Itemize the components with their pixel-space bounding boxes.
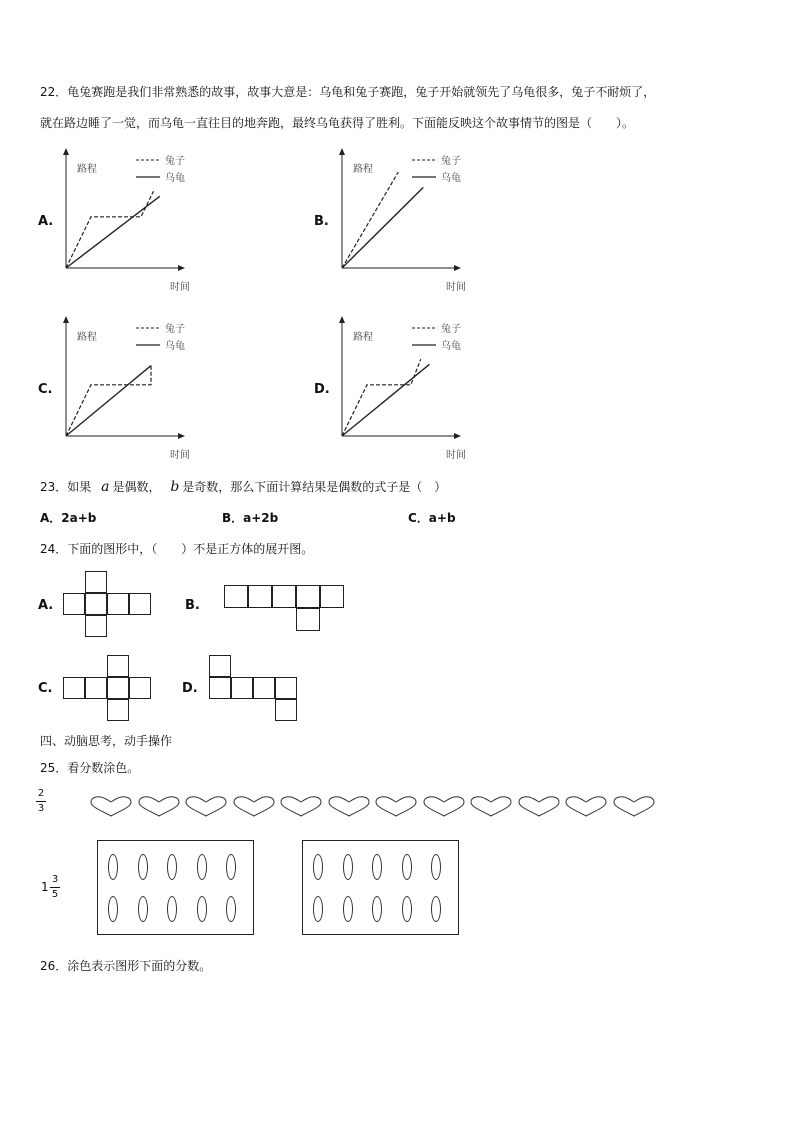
heart-shape[interactable]	[90, 796, 132, 818]
q22-chart-b[interactable]	[336, 148, 486, 293]
legend-turtle-label: 乌龟	[441, 341, 461, 352]
oval-shape[interactable]	[343, 896, 353, 922]
x-axis-arrow	[454, 265, 461, 271]
q24-option-b-label[interactable]: B.	[185, 598, 200, 613]
q22-line2: 就在路边睡了一觉，而乌龟一直往目的地奔跑，最终乌龟获得了胜利。下面能反映这个故事情节的图是（ ）。	[40, 116, 635, 130]
heart-outline	[424, 797, 464, 816]
legend-turtle-label: 乌龟	[165, 173, 185, 184]
x-axis-label: 时间	[446, 450, 466, 461]
q26-question: 26．涂色表示图形下面的分数。	[40, 959, 212, 973]
heart-outline	[281, 797, 321, 816]
x-axis-arrow	[178, 433, 185, 439]
x-axis-arrow	[178, 265, 185, 271]
heart-outline	[186, 797, 226, 816]
legend-rabbit-label: 兔子	[165, 324, 185, 335]
net-square	[107, 677, 129, 699]
oval-box-2	[302, 840, 459, 935]
fraction-two-thirds	[36, 788, 46, 815]
q22-chart-d[interactable]	[336, 316, 486, 461]
net-square	[248, 585, 272, 608]
heart-shape[interactable]	[565, 796, 607, 818]
heart-shape[interactable]	[518, 796, 560, 818]
net-square	[85, 571, 107, 593]
heart-shape[interactable]	[233, 796, 275, 818]
oval-shape[interactable]	[372, 854, 382, 880]
oval-shape[interactable]	[372, 896, 382, 922]
y-axis-label: 路程	[77, 164, 97, 175]
legend-turtle-label: 乌龟	[165, 341, 185, 352]
net-square	[85, 615, 107, 637]
net-square	[209, 655, 231, 677]
q22-option-a-label[interactable]: A.	[38, 214, 54, 229]
legend-rabbit-label: 兔子	[165, 156, 185, 167]
q22-option-d-label[interactable]: D.	[314, 382, 330, 397]
y-axis-arrow	[63, 316, 69, 323]
heart-shape[interactable]	[138, 796, 180, 818]
turtle-line	[66, 196, 160, 268]
oval-shape[interactable]	[402, 854, 412, 880]
oval-shape[interactable]	[138, 854, 148, 880]
oval-shape[interactable]	[167, 896, 177, 922]
heart-outline	[234, 797, 274, 816]
net-square	[296, 585, 320, 608]
oval-shape[interactable]	[343, 854, 353, 880]
heart-outline	[139, 797, 179, 816]
x-axis-label: 时间	[170, 450, 190, 461]
q23-option-a[interactable]: A．2a+b	[40, 511, 97, 525]
rabbit-line	[66, 191, 154, 268]
q23-middle: 是偶数，	[112, 480, 161, 494]
y-axis-label: 路程	[77, 332, 97, 343]
q24-question: 24．下面的图形中，（ ）不是正方体的展开图。	[40, 542, 314, 556]
net-square	[296, 608, 320, 631]
y-axis-arrow	[339, 148, 345, 155]
oval-shape[interactable]	[167, 854, 177, 880]
oval-shape[interactable]	[108, 854, 118, 880]
turtle-line	[66, 366, 151, 436]
turtle-line	[342, 364, 430, 436]
net-square	[107, 699, 129, 721]
net-square	[275, 699, 297, 721]
q22-line1: 22．龟兔赛跑是我们非常熟悉的故事，故事大意是：乌龟和兔子赛跑，兔子开始就领先了乌龟很多，兔子不耐烦了，	[40, 85, 656, 99]
heart-shape[interactable]	[185, 796, 227, 818]
fraction-numerator: 2	[37, 788, 45, 799]
race-chart-svg	[60, 316, 210, 461]
net-square	[85, 677, 107, 699]
oval-shape[interactable]	[138, 896, 148, 922]
legend-rabbit-label: 兔子	[441, 156, 461, 167]
net-square	[63, 677, 85, 699]
net-square	[272, 585, 296, 608]
oval-shape[interactable]	[197, 896, 207, 922]
y-axis-arrow	[339, 316, 345, 323]
x-axis-label: 时间	[170, 282, 190, 293]
oval-shape[interactable]	[431, 896, 441, 922]
heart-outline	[329, 797, 369, 816]
oval-shape[interactable]	[108, 896, 118, 922]
q23-var-a: a	[101, 479, 110, 495]
oval-shape[interactable]	[226, 854, 236, 880]
heart-outline	[614, 797, 654, 816]
net-square	[275, 677, 297, 699]
heart-shape[interactable]	[423, 796, 465, 818]
q22-option-c-label[interactable]: C.	[38, 382, 53, 397]
y-axis-arrow	[63, 148, 69, 155]
y-axis-label: 路程	[353, 164, 373, 175]
oval-shape[interactable]	[313, 854, 323, 880]
legend-turtle-label: 乌龟	[441, 173, 461, 184]
q24-option-a-label[interactable]: A.	[38, 598, 54, 613]
net-square	[253, 677, 275, 699]
net-square	[320, 585, 344, 608]
heart-outline	[566, 797, 606, 816]
q23-option-b[interactable]: B．a+2b	[222, 511, 279, 525]
heart-shape[interactable]	[470, 796, 512, 818]
q22-option-b-label[interactable]: B.	[314, 214, 329, 229]
heart-outline	[376, 797, 416, 816]
net-square	[129, 677, 151, 699]
net-square	[129, 593, 151, 615]
heart-shape[interactable]	[375, 796, 417, 818]
section-4-heading: 四、动脑思考，动手操作	[40, 734, 173, 748]
fraction-denominator: 3	[37, 803, 45, 814]
fraction-denominator: 5	[51, 889, 59, 900]
heart-outline	[91, 797, 131, 816]
oval-box-1	[97, 840, 254, 935]
net-square	[231, 677, 253, 699]
mixed-fraction-whole: 1	[41, 880, 49, 894]
net-square	[209, 677, 231, 699]
net-square	[85, 593, 107, 615]
heart-outline	[519, 797, 559, 816]
fraction-numerator: 3	[51, 874, 59, 885]
net-square	[107, 593, 129, 615]
rabbit-line	[342, 359, 421, 436]
net-square	[63, 593, 85, 615]
q24-option-c-label[interactable]: C.	[38, 681, 53, 696]
oval-shape[interactable]	[402, 896, 412, 922]
q22-chart-c[interactable]	[60, 316, 210, 461]
q25-question: 25．看分数涂色。	[40, 761, 140, 775]
q23-suffix: 是奇数，那么下面计算结果是偶数的式子是（ ）	[182, 480, 447, 494]
fraction-three-fifths	[50, 874, 60, 901]
legend-rabbit-label: 兔子	[441, 324, 461, 335]
x-axis-arrow	[454, 433, 461, 439]
oval-shape[interactable]	[431, 854, 441, 880]
race-chart-svg	[336, 316, 486, 461]
q24-option-d-label[interactable]: D.	[182, 681, 198, 696]
q23-var-b: b	[170, 479, 180, 495]
q23-option-c[interactable]: C．a+b	[408, 511, 456, 525]
q23-question	[40, 479, 446, 495]
heart-shape[interactable]	[328, 796, 370, 818]
race-chart-svg	[60, 148, 210, 293]
x-axis-label: 时间	[446, 282, 466, 293]
q23-prefix: 23．如果	[40, 480, 92, 494]
heart-outline	[471, 797, 511, 816]
race-chart-svg	[336, 148, 486, 293]
net-square	[107, 655, 129, 677]
oval-shape[interactable]	[197, 854, 207, 880]
oval-shape[interactable]	[313, 896, 323, 922]
heart-shape[interactable]	[280, 796, 322, 818]
heart-row	[90, 796, 670, 820]
net-square	[224, 585, 248, 608]
y-axis-label: 路程	[353, 332, 373, 343]
q22-chart-a[interactable]	[60, 148, 210, 293]
oval-shape[interactable]	[226, 896, 236, 922]
heart-shape[interactable]	[613, 796, 655, 818]
